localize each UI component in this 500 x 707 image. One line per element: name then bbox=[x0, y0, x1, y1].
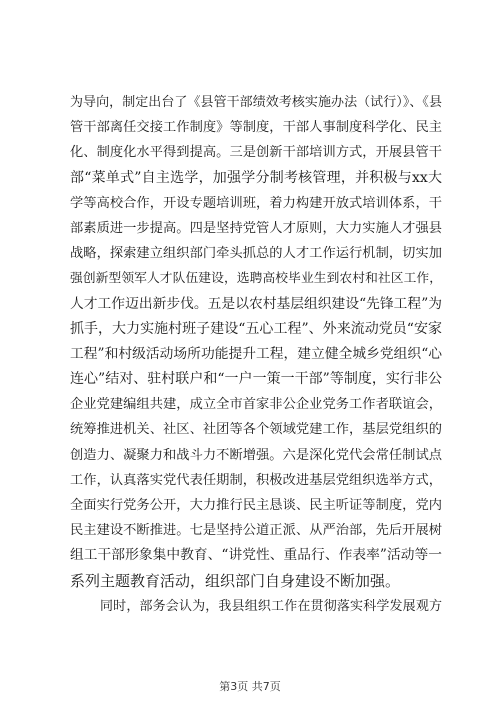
body-text bbox=[70, 90, 442, 619]
text-line: 全面实行党务公开，大力推行民主恳谈、民主听证等制度，党内 bbox=[70, 498, 442, 513]
text-line: 部素质进一步提高。四是坚持党管人才原则，大力实施人才强县 bbox=[70, 220, 442, 236]
text-line: 连心”结对、驻村联户和“一户一策一干部”等制度，实行非公 bbox=[70, 371, 442, 388]
page-footer: 第3页 共7页 bbox=[219, 680, 281, 693]
text-line: 抓手，大力实施村班子建设“五心工程”、外来流动党员“安家 bbox=[70, 320, 442, 337]
text-line: 工作，认真落实党代表任期制，积极改进基层党组织选举方式， bbox=[70, 472, 442, 488]
text-line: 学等高校合作，开设专题培训班，着力构建开放式培训体系，干 bbox=[70, 195, 442, 211]
text-line: 系列主题教育活动，组织部门自身建设不断加强。 bbox=[70, 571, 401, 590]
text-line: 战略，探索建立组织部门牵头抓总的人才工作运行机制，切实加 bbox=[70, 246, 442, 262]
text-line: 企业党建编组共建，成立全市首家非公企业党务工作者联谊会， bbox=[70, 397, 442, 413]
paragraph-first-line: 同时，部务会认为，我县组织工作在贯彻落实科学发展观方 bbox=[100, 598, 442, 614]
text-line: 创造力、凝聚力和战斗力不断增强。六是深化党代会常任制试点 bbox=[70, 447, 442, 463]
text-line: 民主建设不断推进。七是坚持公道正派、从严治部，先后开展树 bbox=[70, 523, 442, 539]
text-line: 人才工作迈出新步伐。五是以农村基层组织建设“先锋工程”为 bbox=[70, 295, 442, 312]
text-line: 管干部离任交接工作制度》等制度，干部人事制度科学化、民主 bbox=[70, 120, 442, 136]
text-line: 工程”和村级活动场所功能提升工程，建立健全城乡党组织“心 bbox=[70, 345, 442, 362]
text-line: 化、制度化水平得到提高。三是创新干部培训方式，开展县管干 bbox=[70, 145, 442, 161]
text-line: 为导向，制定出台了《县管干部绩效考核实施办法（试行）》、《县 bbox=[70, 95, 442, 110]
text-line: 组工干部形象集中教育、“讲党性、重品行、作表率”活动等一 bbox=[70, 547, 442, 564]
text-line: 统筹推进机关、社区、社团等各个领域党建工作，基层党组织的 bbox=[70, 422, 442, 438]
text-line: 部“菜单式”自主选学，加强学分制考核管理，并积极与xx大 bbox=[70, 169, 442, 186]
text-line: 强创新型领军人才队伍建设，选聘高校毕业生到农村和社区工作， bbox=[70, 271, 442, 287]
